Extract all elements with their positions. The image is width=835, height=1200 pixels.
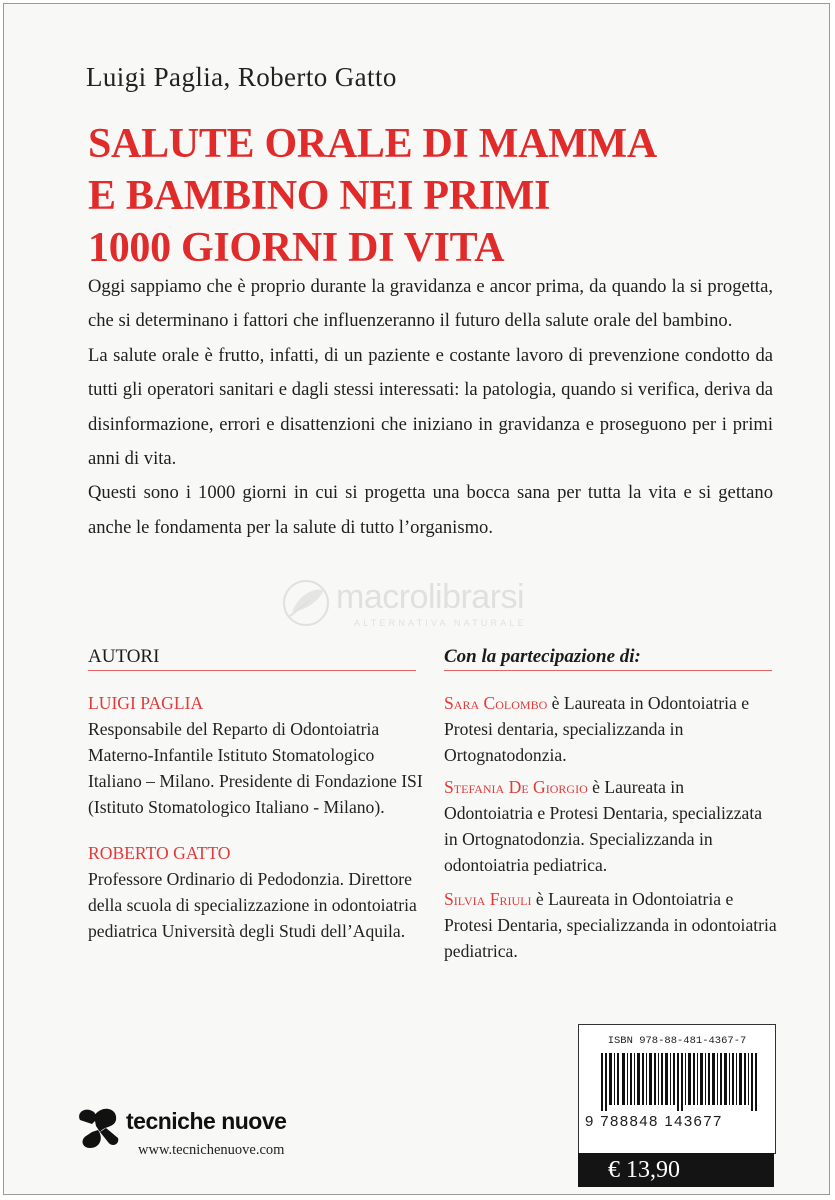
barcode — [578, 1024, 776, 1154]
authors-divider — [88, 670, 416, 671]
watermark-name: macrolibrarsi — [336, 578, 525, 616]
contributor-name: Silvia Friuli — [444, 889, 532, 909]
author-bio: Responsabile del Reparto di Odontoiatria Materno-Infantile Istituto Stomatologico Italiano – Milano. Presidente di Fondazione ISI (Istituto Stomatologico Italiano - Milano). — [88, 719, 423, 817]
price: € 13,90 — [608, 1157, 680, 1183]
contributor-bio: è Laureata in Odontoiatria e Protesi Dentaria, specializzanda in odontoiatria pediatrica. — [444, 889, 777, 961]
back-cover — [3, 3, 830, 1195]
publisher-name: tecniche nuove — [126, 1108, 287, 1134]
price-tag — [578, 1153, 774, 1187]
contributors-heading: Con la partecipazione di: — [444, 646, 641, 667]
watermark-tagline: ALTERNATIVA NATURALE — [354, 618, 527, 628]
contributors-divider — [444, 670, 772, 671]
title-line: 1000 GIORNI DI VITA — [88, 225, 505, 271]
contributor-bio: è Laureata in Odontoiatria e Protesi dentaria, specializzanda in Ortognatodonzia. — [444, 693, 750, 765]
contributor-name: Sara Colombo — [444, 693, 548, 713]
ean-number: 9 788848 143677 — [585, 1113, 723, 1130]
publisher-url: www.tecnichenuove.com — [138, 1142, 285, 1158]
leaf-logo-icon — [276, 576, 336, 630]
author-name: LUIGI PAGLIA — [88, 693, 204, 713]
authors-heading: AUTORI — [88, 646, 160, 667]
contributor-entry — [444, 886, 784, 964]
book-title — [88, 118, 657, 274]
author-bio: Professore Ordinario di Pedodonzia. Direttore della scuola di specializzazione in odontoiatria pediatrica Università degli Studi dell’Aquila. — [88, 869, 417, 941]
contributor-name: Stefania De Giorgio — [444, 777, 588, 797]
contributor-bio: è Laureata in Odontoiatria e Protesi Dentaria, specializzata in Ortognatodonzia. Specializzanda in odontoiatria pediatrica. — [444, 777, 763, 875]
author-name: ROBERTO GATTO — [88, 843, 231, 863]
title-line: SALUTE ORALE DI MAMMA — [88, 121, 657, 167]
tecniche-nuove-logo-icon — [74, 1102, 124, 1152]
book-authors: Luigi Paglia, Roberto Gatto — [86, 62, 397, 92]
description — [88, 270, 773, 545]
author-entry — [88, 840, 418, 944]
description-paragraph: Oggi sappiamo che è proprio durante la gravidanza e ancor prima, da quando la si progetta, che si determinano i fattori che influenzeranno il futuro della salute orale del bambino. — [88, 276, 773, 332]
watermark — [276, 576, 576, 630]
contributor-entry — [444, 690, 784, 768]
isbn: ISBN 978-88-481-4367-7 — [607, 1035, 747, 1047]
title-line: E BAMBINO NEI PRIMI — [88, 173, 551, 219]
author-entry — [88, 690, 428, 820]
description-paragraph: Questi sono i 1000 giorni in cui si progetta una bocca sana per tutta la vita e si gettano anche le fondamenta per la salute di tutto l’organismo. — [88, 482, 773, 538]
barcode-bars-icon — [601, 1053, 761, 1111]
description-paragraph: La salute orale è frutto, infatti, di un paziente e costante lavoro di prevenzione condotto da tutti gli operatori sanitari e dagli stessi interessati: la patologia, quando si verifica, deriva da disinformazione, errori e disattenzioni che iniziano in gravidanza e proseguono per i primi anni di vita. — [88, 344, 773, 470]
contributor-entry — [444, 774, 774, 878]
